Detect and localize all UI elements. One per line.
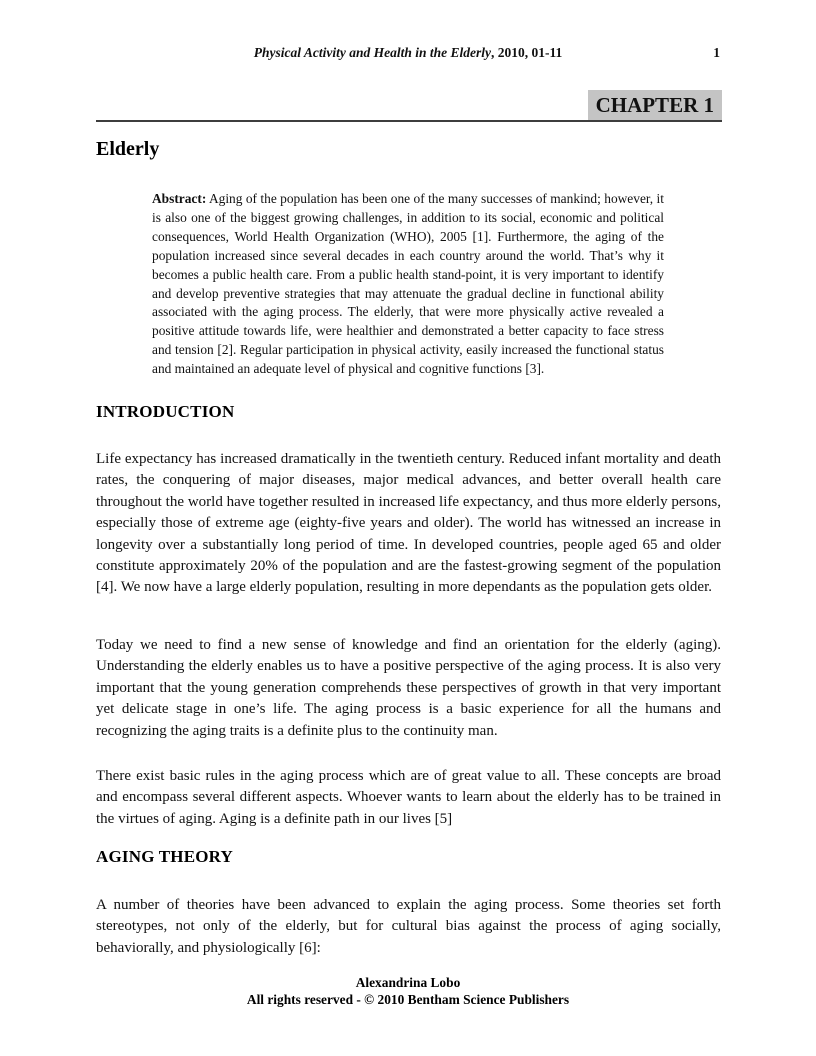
page-footer bbox=[96, 975, 720, 1008]
running-header bbox=[96, 45, 720, 61]
abstract-text: Aging of the population has been one of the many successes of mankind; however, it is also one of the biggest growing challenges, in addition to its social, economic and political consequences, World Health Organization (WHO), 2005 [1]. Furthermore, the aging of the population increased since several decades in each country around the world. That’s why it becomes a public health care. From a public health stand-point, it is very important to identify and develop preventive strategies that may attenuate the gradual decline in functional ability associated with the aging process. The elderly, that were more physically active revealed a positive attitude towards life, were healthier and demonstrated a better capacity to face stress and tension [2]. Regular participation in physical activity, easily increased the functional status and maintained an adequate level of physical and cognitive functions [3]. bbox=[152, 191, 665, 377]
footer-rights: All rights reserved - © 2010 Bentham Science Publishers bbox=[246, 991, 570, 1007]
chapter-title: Elderly bbox=[96, 138, 160, 160]
running-title-issue: , 2010, 01-11 bbox=[490, 45, 563, 60]
paragraph-introduction-1: Life expectancy has increased dramatically in the twentieth century. Reduced infant mortality and death rates, the conquering of major diseases, major medical advances, and better overall health care throughout the world have together resulted in increased life expectancy, and thus more elderly persons, especially those of extreme age (eighty-five years and older). The world has witnessed an increase in longevity over a substantially long period of time. In developed countries, people aged 65 and older constitute approximately 20% of the population and are the fastest-growing segment of the population [4]. We now have a large elderly population, resulting in more dependants as the population gets older. bbox=[96, 451, 721, 596]
footer-author: Alexandrina Lobo bbox=[355, 975, 461, 990]
paragraph-introduction-2: Today we need to find a new sense of knowledge and find an orientation for the elderly (aging). Understanding the elderly enables us to have a positive perspective of the aging process. It is also very important that the young generation comprehends these perspectives of growth in that very important yet delicate stage in one’s life. The aging process is a basic experience for all the humans and recognizing the aging traits is a definite plus to the continuity man. bbox=[96, 637, 721, 739]
abstract bbox=[152, 190, 664, 379]
section-heading-aging-theory: AGING THEORY bbox=[96, 847, 234, 866]
running-title-book: Physical Activity and Health in the Elderly bbox=[253, 45, 491, 60]
paragraph-aging-theory-1: A number of theories have been advanced to explain the aging process. Some theories set forth stereotypes, not only of the elderly, but for cultural bias against the process of aging socially, behaviorally, and physiologically [6]: bbox=[96, 897, 721, 956]
chapter-rule bbox=[96, 90, 722, 122]
paragraph-introduction-3: There exist basic rules in the aging process which are of great value to all. These concepts are broad and encompass several different aspects. Whoever wants to learn about the elderly has to be trained in the virtues of aging. Aging is a definite path in our lives [5] bbox=[96, 768, 721, 827]
chapter-label: CHAPTER 1 bbox=[588, 90, 722, 120]
running-title bbox=[96, 45, 720, 61]
page-number: 1 bbox=[713, 45, 720, 60]
section-heading-introduction: INTRODUCTION bbox=[96, 402, 235, 421]
abstract-label: Abstract: bbox=[152, 191, 207, 206]
